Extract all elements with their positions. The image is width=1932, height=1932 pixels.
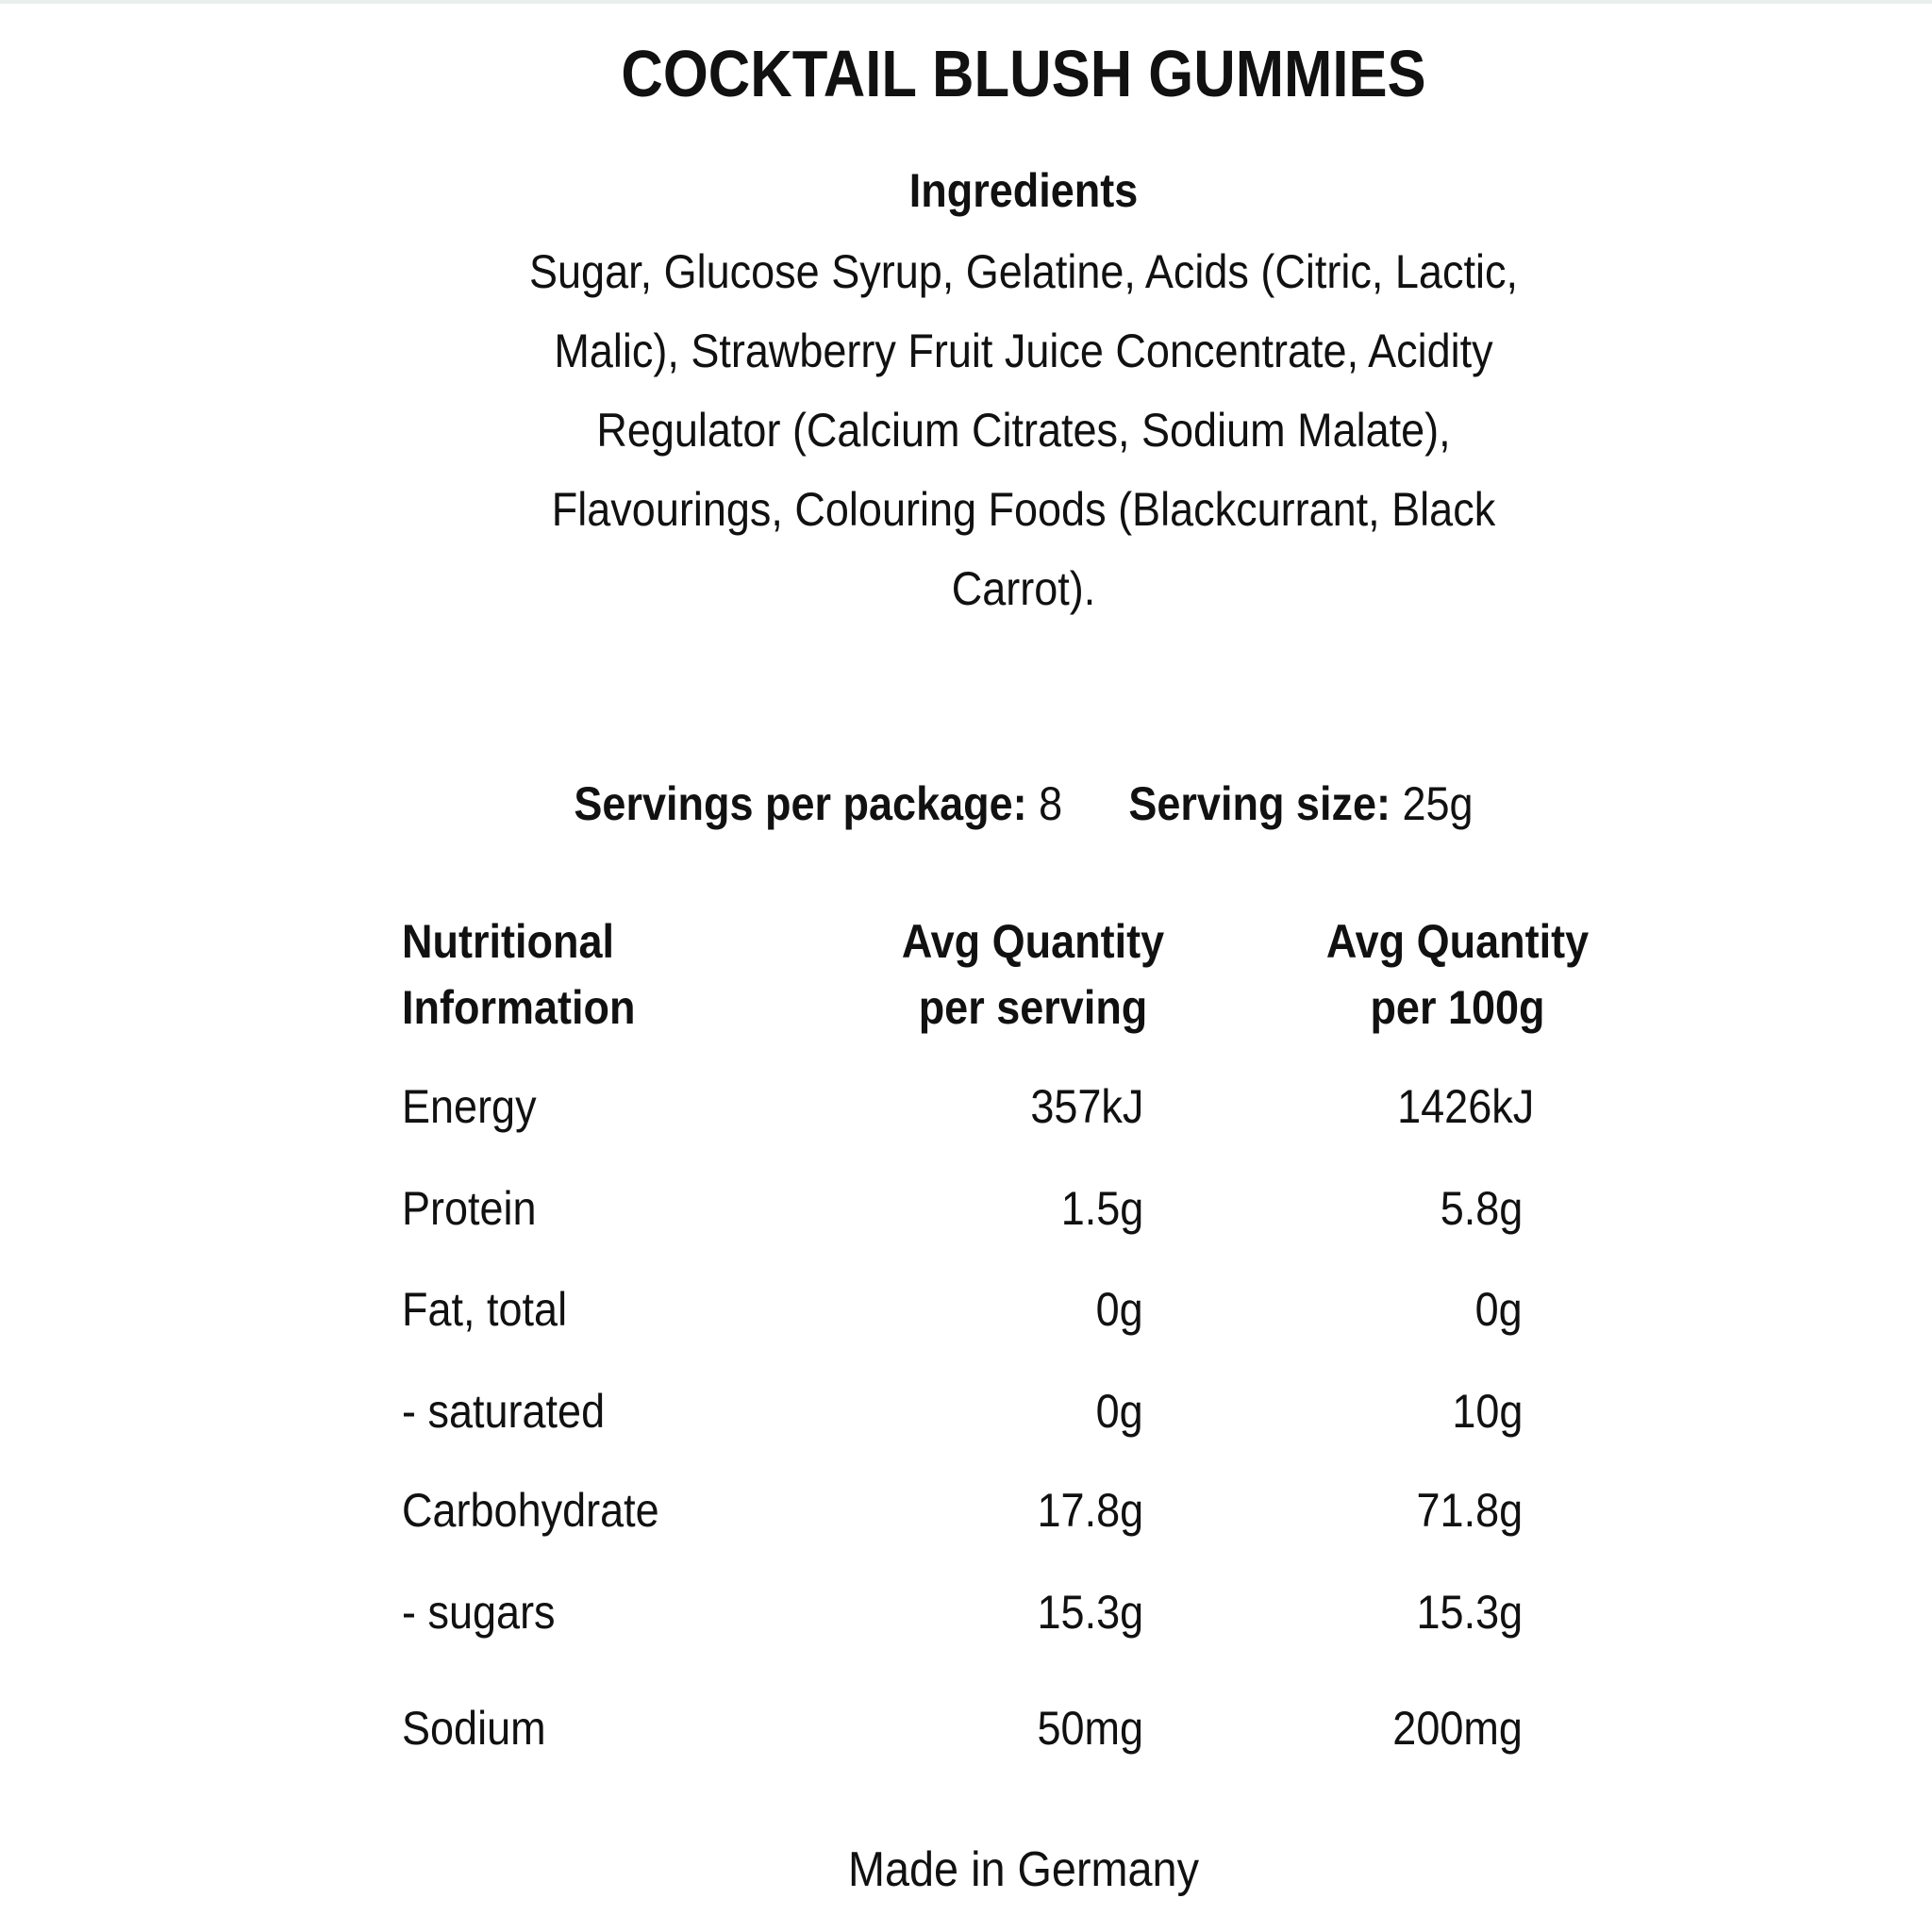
fat-total-per-100g: 0g	[1474, 1283, 1523, 1336]
header-per-serving-line2: per serving	[918, 981, 1148, 1034]
ingredients-line: Malic), Strawberry Fruit Juice Concentrate, Acidity	[554, 325, 1493, 377]
header-nutritional: Nutritional	[402, 915, 614, 968]
sodium-per-100g: 200mg	[1392, 1702, 1523, 1755]
saturated-per-serving: 0g	[1095, 1385, 1143, 1438]
sugars-per-serving: 15.3g	[1037, 1586, 1143, 1639]
ingredients-line: Sugar, Glucose Syrup, Gelatine, Acids (Citric, Lactic,	[529, 245, 1518, 298]
energy-per-100g: 1426kJ	[1396, 1080, 1534, 1133]
serving-size-value: 25g	[1402, 777, 1474, 830]
header-information: Information	[402, 981, 636, 1034]
fat-total-per-serving: 0g	[1095, 1283, 1143, 1336]
row-label-energy: Energy	[402, 1080, 537, 1133]
protein-per-serving: 1.5g	[1060, 1182, 1143, 1235]
row-label-sugars: - sugars	[402, 1586, 556, 1639]
carbohydrate-per-100g: 71.8g	[1416, 1484, 1523, 1537]
header-per-100g-line2: per 100g	[1370, 981, 1545, 1034]
ingredients-line: Carrot).	[951, 562, 1096, 615]
row-label-saturated: - saturated	[402, 1385, 606, 1438]
country-of-origin: Made in Germany	[848, 1842, 1199, 1897]
serving-size-label: Serving size:	[1128, 777, 1391, 830]
header-per-serving-line1: Avg Quantity	[901, 915, 1165, 968]
protein-per-100g: 5.8g	[1440, 1182, 1523, 1235]
product-title: COCKTAIL BLUSH GUMMIES	[621, 37, 1426, 110]
sodium-per-serving: 50mg	[1037, 1702, 1143, 1755]
header-per-100g-line1: Avg Quantity	[1325, 915, 1590, 968]
row-label-protein: Protein	[402, 1182, 537, 1235]
sugars-per-100g: 15.3g	[1416, 1586, 1523, 1639]
ingredients-line: Flavourings, Colouring Foods (Blackcurrant, Black	[551, 483, 1496, 536]
ingredients-line: Regulator (Calcium Citrates, Sodium Malate),	[596, 404, 1451, 457]
row-label-fat-total: Fat, total	[402, 1283, 568, 1336]
saturated-per-100g: 10g	[1451, 1385, 1523, 1438]
row-label-sodium: Sodium	[402, 1702, 546, 1755]
ingredients-heading: Ingredients	[908, 164, 1139, 217]
servings-per-package-value: 8	[1039, 777, 1063, 830]
row-label-carbohydrate: Carbohydrate	[402, 1484, 659, 1537]
servings-per-package-label: Servings per package:	[574, 777, 1027, 830]
energy-per-serving: 357kJ	[1029, 1080, 1143, 1133]
carbohydrate-per-serving: 17.8g	[1037, 1484, 1143, 1537]
